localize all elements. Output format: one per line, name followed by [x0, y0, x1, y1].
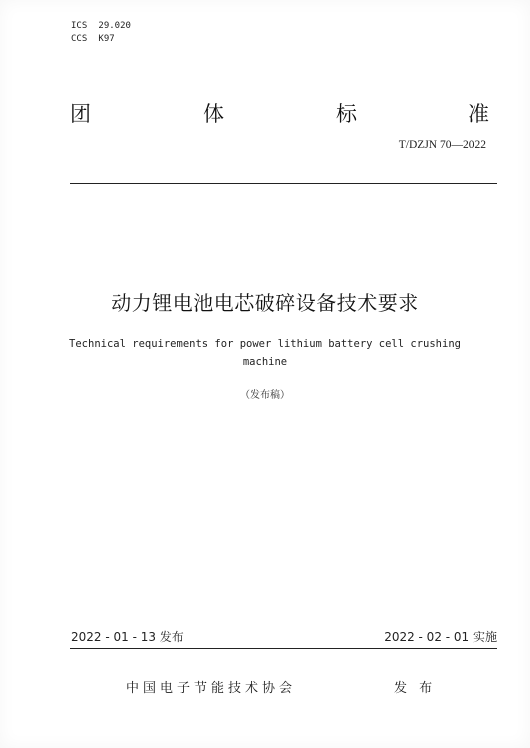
header-divider — [70, 183, 497, 184]
classification-codes — [71, 20, 131, 46]
title-en-line-1: Technical requirements for power lithium battery cell crushing — [69, 338, 461, 350]
standard-type-char-1: 团 — [70, 102, 91, 126]
standard-type-heading — [70, 98, 490, 128]
standard-number: T/DZJN 70—2022 — [398, 139, 486, 151]
ccs-label: CCS — [71, 34, 88, 44]
issue-date: 2022 - 01 - 13 发布 — [71, 630, 184, 644]
ics-label: ICS — [71, 21, 88, 31]
ccs-code: K97 — [98, 34, 115, 44]
title-en-line-2: machine — [242, 356, 288, 368]
ccs-code-line — [71, 33, 131, 46]
ics-code: 29.020 — [98, 21, 131, 31]
draft-status: （发布稿） — [240, 390, 290, 401]
ics-code-line — [71, 20, 131, 33]
publish-label: 发 布 — [394, 681, 437, 696]
standard-type-char-3: 标 — [336, 102, 357, 126]
standard-type-char-2: 体 — [203, 102, 224, 126]
footer-divider — [70, 648, 497, 649]
publisher-name: 中国电子节能技术协会 — [126, 681, 297, 696]
document-title-en — [60, 335, 470, 371]
implementation-date: 2022 - 02 - 01 实施 — [384, 630, 497, 644]
standard-type-char-4: 准 — [468, 102, 489, 126]
document-title-cn: 动力锂电池电芯破碎设备技术要求 — [111, 291, 419, 315]
